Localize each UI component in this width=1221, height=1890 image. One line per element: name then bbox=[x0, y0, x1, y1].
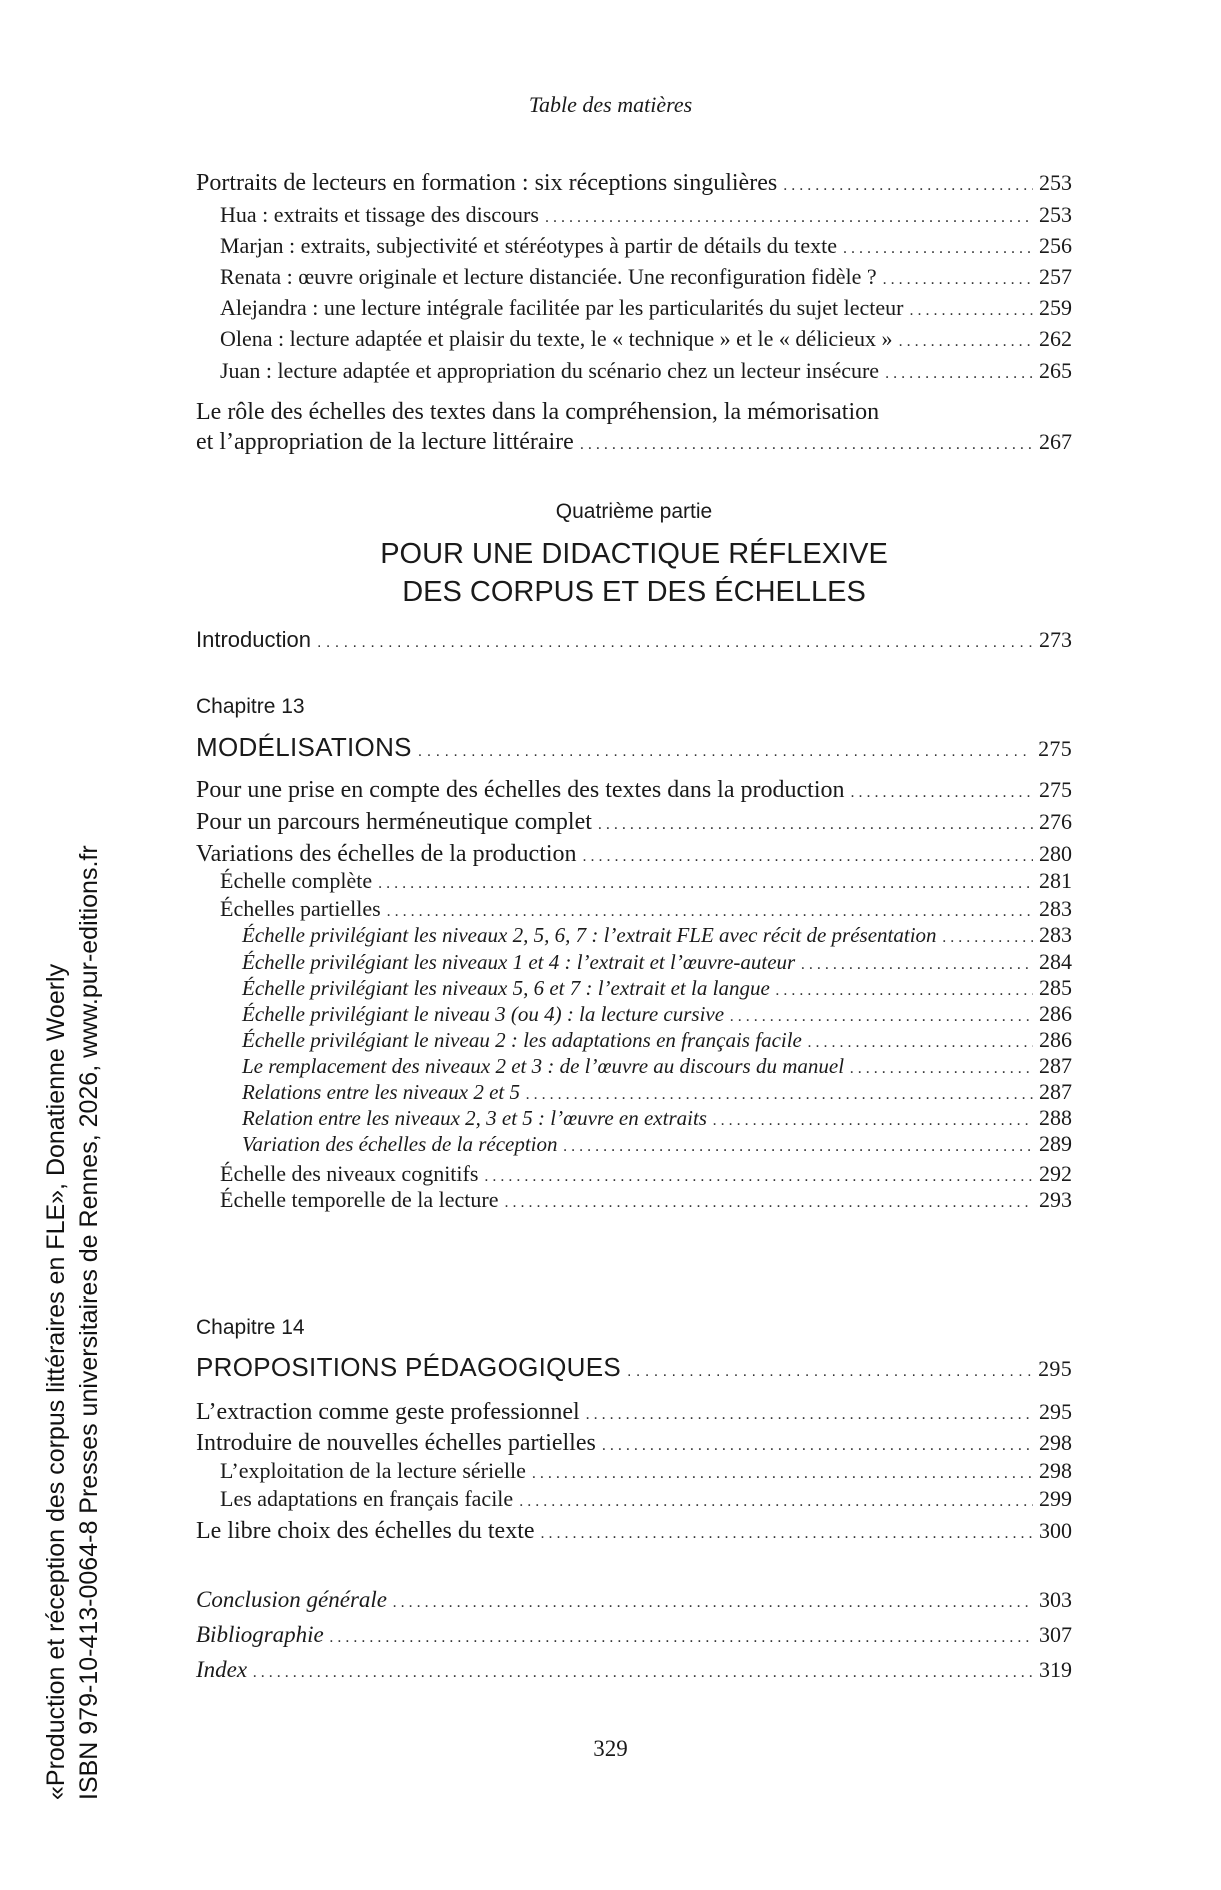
dot-leader bbox=[586, 1400, 1033, 1430]
toc-entry bbox=[196, 200, 1072, 233]
dot-leader bbox=[505, 1188, 1033, 1218]
toc-entry-page: 262 bbox=[1039, 326, 1072, 351]
chapter-title-entry bbox=[196, 1352, 1072, 1387]
toc-entry-page: 295 bbox=[1039, 1399, 1072, 1424]
toc-entry bbox=[196, 1397, 1072, 1430]
toc-entry bbox=[196, 625, 1072, 658]
toc-entry-page: 283 bbox=[1039, 896, 1072, 921]
toc-entry-title-line: Le rôle des échelles des textes dans la compréhension, la mémorisation bbox=[196, 399, 880, 425]
toc-entry bbox=[196, 356, 1072, 389]
toc-entry-page: 319 bbox=[1039, 1657, 1072, 1682]
dot-leader bbox=[627, 1357, 1032, 1387]
toc-entry bbox=[196, 807, 1072, 840]
running-head: Table des matières bbox=[528, 92, 693, 117]
toc-entry-title: Échelle temporelle de la lecture bbox=[220, 1187, 499, 1212]
chapter-title: MODÉLISATIONS bbox=[196, 732, 412, 762]
toc-entry-title: Échelles partielles bbox=[220, 896, 381, 921]
side-note-line-1: «Production et réception des corpus littéraires en FLE», Donatienne Woerly bbox=[42, 963, 70, 1800]
toc-entry bbox=[196, 1129, 1072, 1162]
dot-leader bbox=[418, 737, 1032, 767]
toc-entry-title: Variations des échelles de la production bbox=[196, 841, 577, 867]
toc-entry bbox=[196, 1185, 1072, 1218]
toc-entry-page: 293 bbox=[1039, 1187, 1072, 1212]
toc-entry-title: Hua : extraits et tissage des discours bbox=[220, 202, 539, 227]
toc-entry-page: 287 bbox=[1039, 1079, 1072, 1104]
toc-entry-title: Olena : lecture adaptée et plaisir du texte, le « technique » et le « délicieux » bbox=[220, 326, 893, 351]
toc-entry bbox=[196, 1620, 1072, 1653]
toc-entry-title: Échelle privilégiant le niveau 2 : les adaptations en français facile bbox=[242, 1028, 802, 1052]
toc-entry-page: 280 bbox=[1039, 841, 1072, 866]
toc-entry-title: Pour un parcours herméneutique complet bbox=[196, 809, 592, 835]
toc-entry bbox=[196, 427, 1072, 460]
toc-entry-page: 298 bbox=[1039, 1458, 1072, 1483]
toc-entry-title: Échelle privilégiant le niveau 3 (ou 4) : la lecture cursive bbox=[242, 1002, 725, 1026]
toc-entry-page: 298 bbox=[1039, 1430, 1072, 1455]
toc-entry-title: Portraits de lecteurs en formation : six réceptions singulières bbox=[196, 170, 778, 196]
part-title-line-1: POUR UNE DIDACTIQUE RÉFLEXIVE bbox=[380, 538, 888, 570]
toc-entry bbox=[196, 231, 1072, 264]
toc-entry bbox=[196, 1484, 1072, 1517]
toc-entry-title: Conclusion générale bbox=[196, 1587, 387, 1612]
dot-leader bbox=[330, 1623, 1033, 1653]
toc-entry-title: Renata : œuvre originale et lecture distanciée. Une reconfiguration fidèle ? bbox=[220, 264, 877, 289]
dot-leader bbox=[850, 778, 1033, 808]
toc-entry bbox=[196, 1516, 1072, 1549]
dot-leader bbox=[253, 1658, 1033, 1688]
toc-entry-page: 303 bbox=[1039, 1587, 1072, 1612]
toc-entry-page: 256 bbox=[1039, 233, 1072, 258]
toc-entry-page: 283 bbox=[1039, 922, 1072, 947]
toc-entry-page: 253 bbox=[1039, 202, 1072, 227]
toc-entry-page: 289 bbox=[1039, 1131, 1072, 1156]
dot-leader bbox=[519, 1487, 1033, 1517]
toc-entry-page: 276 bbox=[1039, 809, 1072, 834]
dot-leader bbox=[564, 1132, 1033, 1162]
dot-leader bbox=[317, 628, 1033, 658]
toc-entry-title: Le libre choix des échelles du texte bbox=[196, 1518, 535, 1544]
toc-entry bbox=[196, 775, 1072, 808]
toc-entry-page: 292 bbox=[1039, 1161, 1072, 1186]
page-number: 329 bbox=[593, 1736, 628, 1761]
dot-leader bbox=[910, 296, 1033, 326]
toc-entry-title: Échelle complète bbox=[220, 868, 373, 893]
toc-entry-page: 286 bbox=[1039, 1001, 1072, 1026]
toc-entry-title: Juan : lecture adaptée et appropriation du scénario chez un lecteur insécure bbox=[220, 358, 880, 383]
toc-entry-page: 299 bbox=[1039, 1486, 1072, 1511]
part-title-line-2: DES CORPUS ET DES ÉCHELLES bbox=[402, 576, 866, 608]
dot-leader bbox=[883, 265, 1033, 295]
dot-leader bbox=[598, 810, 1033, 840]
toc-entry-page: 295 bbox=[1038, 1356, 1072, 1381]
toc-entry-title: Introduction bbox=[196, 627, 311, 652]
toc-entry-title: Échelle privilégiant les niveaux 5, 6 et 7 : l’extrait et la langue bbox=[242, 976, 770, 1000]
toc-entry-page: 257 bbox=[1039, 264, 1072, 289]
toc-entry-page: 288 bbox=[1039, 1105, 1072, 1130]
dot-leader bbox=[783, 171, 1033, 201]
toc-entry-page: 286 bbox=[1039, 1027, 1072, 1052]
toc-entry-title: Le remplacement des niveaux 2 et 3 : de l’œuvre au discours du manuel bbox=[242, 1054, 845, 1078]
toc-entry-page: 273 bbox=[1039, 627, 1072, 652]
part-label: Quatrième partie bbox=[555, 500, 713, 523]
dot-leader bbox=[899, 327, 1033, 357]
dot-leader bbox=[545, 203, 1033, 233]
toc-entry bbox=[196, 324, 1072, 357]
toc-entry-title: Variation des échelles de la réception bbox=[242, 1132, 558, 1156]
toc-entry-title: L’exploitation de la lecture sérielle bbox=[220, 1458, 526, 1483]
toc-entry-title: et l’appropriation de la lecture littéraire bbox=[196, 429, 574, 455]
toc-entry-page: 265 bbox=[1039, 358, 1072, 383]
toc-entry bbox=[196, 1585, 1072, 1618]
toc-entry bbox=[196, 1655, 1072, 1688]
toc-entry-title: Échelle privilégiant les niveaux 1 et 4 : l’extrait et l’œuvre-auteur bbox=[242, 950, 796, 974]
side-note-line-2: ISBN 979-10-413-0064-8 Presses universitaires de Rennes, 2026, www.pur-editions.fr bbox=[75, 845, 103, 1800]
toc-entry-title: L’extraction comme geste professionnel bbox=[196, 1399, 580, 1425]
toc-entry-page: 275 bbox=[1038, 736, 1072, 761]
toc-entry-title: Alejandra : une lecture intégrale facilitée par les particularités du sujet lecteur bbox=[220, 295, 904, 320]
toc-entry-title: Index bbox=[196, 1657, 248, 1682]
toc-entry-title: Relation entre les niveaux 2, 3 et 5 : l’œuvre en extraits bbox=[242, 1106, 707, 1130]
toc-entry-page: 307 bbox=[1039, 1622, 1072, 1647]
toc-entry-page: 275 bbox=[1039, 777, 1072, 802]
toc-entry bbox=[196, 293, 1072, 326]
toc-entry-page: 281 bbox=[1039, 868, 1072, 893]
dot-leader bbox=[393, 1588, 1033, 1618]
chapter-label: Chapitre 13 bbox=[196, 695, 305, 718]
dot-leader bbox=[580, 430, 1033, 460]
copyright-side-note bbox=[40, 845, 106, 1800]
dot-leader bbox=[541, 1519, 1033, 1549]
toc-entry-page: 285 bbox=[1039, 975, 1072, 1000]
dot-leader bbox=[843, 234, 1033, 264]
toc-entry-page: 267 bbox=[1039, 429, 1072, 454]
toc-entry-page: 259 bbox=[1039, 295, 1072, 320]
toc-entry-page: 287 bbox=[1039, 1053, 1072, 1078]
chapter-title-entry bbox=[196, 732, 1072, 767]
toc-entry-title: Pour une prise en compte des échelles des textes dans la production bbox=[196, 777, 845, 803]
toc-entry-title: Échelle des niveaux cognitifs bbox=[220, 1161, 479, 1186]
toc-entry-title: Introduire de nouvelles échelles partielles bbox=[196, 1430, 596, 1456]
toc-entry-title: Échelle privilégiant les niveaux 2, 5, 6, 7 : l’extrait FLE avec récit de présentation bbox=[242, 923, 937, 947]
toc-entry-page: 253 bbox=[1039, 170, 1072, 195]
toc-entry bbox=[196, 262, 1072, 295]
dot-leader bbox=[885, 359, 1033, 389]
toc-entry-page: 284 bbox=[1039, 949, 1072, 974]
chapter-label: Chapitre 14 bbox=[196, 1316, 305, 1339]
toc-entry bbox=[196, 168, 1072, 201]
toc-entry-page: 300 bbox=[1039, 1518, 1072, 1543]
chapter-title: PROPOSITIONS PÉDAGOGIQUES bbox=[196, 1352, 622, 1382]
toc-entry-title: Bibliographie bbox=[196, 1622, 324, 1647]
toc-entry-title: Relations entre les niveaux 2 et 5 bbox=[242, 1080, 520, 1104]
toc-entry-title: Marjan : extraits, subjectivité et stéréotypes à partir de détails du texte bbox=[220, 233, 838, 258]
toc-entry-title: Les adaptations en français facile bbox=[220, 1486, 514, 1511]
